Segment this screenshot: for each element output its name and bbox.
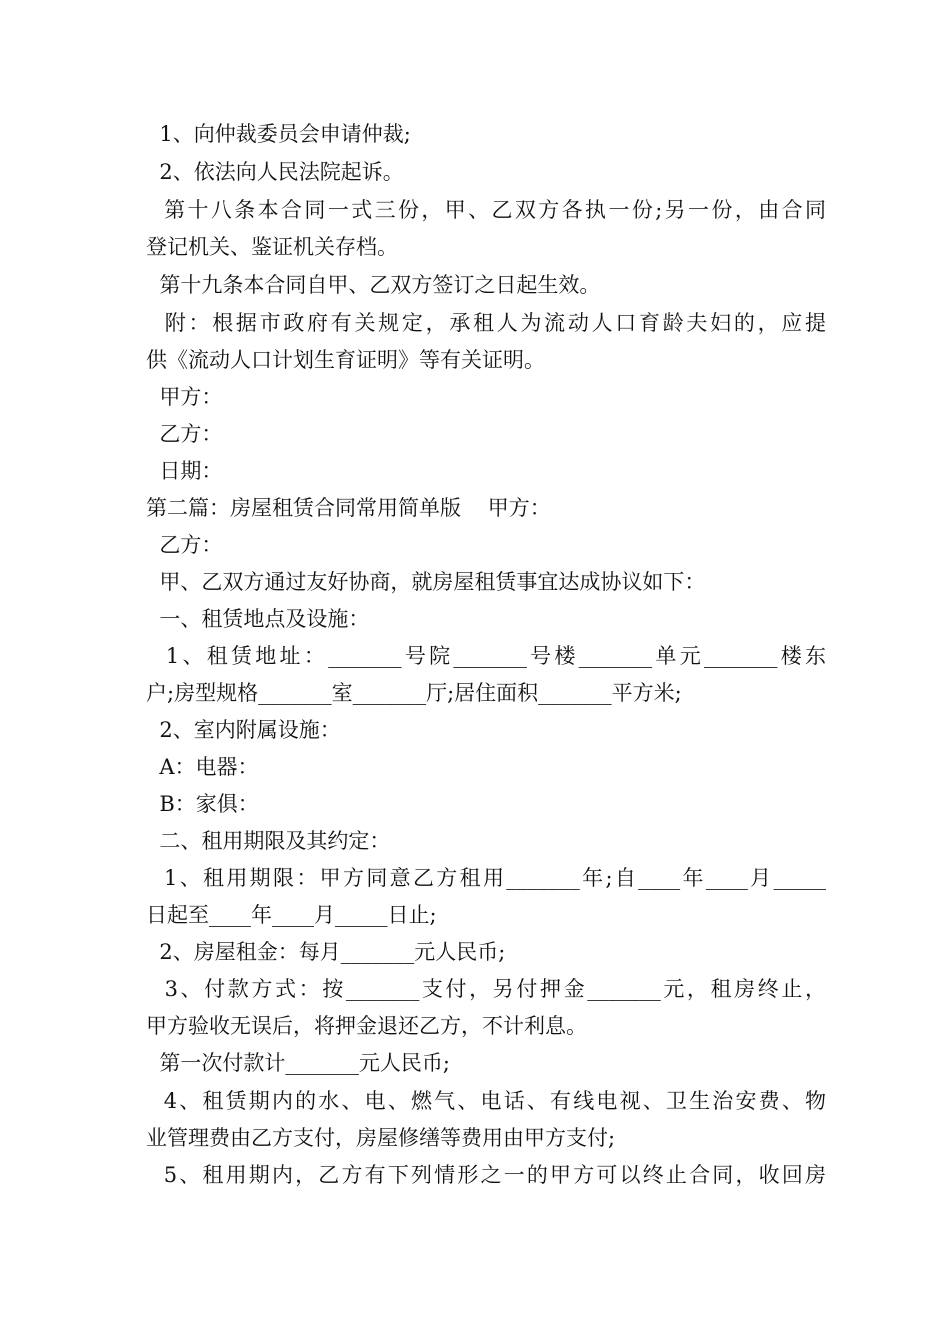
text-line: 甲、乙双方通过友好协商，就房屋租赁事宜达成协议如下：: [146, 570, 706, 594]
section-heading: 第二篇：房屋租赁合同常用简单版 甲方：: [146, 496, 551, 520]
text-line: 1、租用期限：甲方同意乙方租用_______年;自____年____月_____: [146, 866, 826, 890]
text-line: 业管理费由乙方支付，房屋修缮等费用由甲方支付;: [146, 1126, 616, 1150]
text-line: 2、依法向人民法院起诉。: [146, 160, 404, 184]
text-line: 3、付款方式：按_______支付，另付押金_______元，租房终止，: [146, 977, 826, 1001]
text-line: 4、租赁期内的水、电、燃气、电话、有线电视、卫生治安费、物: [146, 1089, 826, 1113]
text-line: 登记机关、鉴证机关存档。: [146, 235, 398, 259]
text-line: 1、向仲裁委员会申请仲裁;: [146, 122, 411, 146]
text-line: 第十九条本合同自甲、乙双方签订之日起生效。: [146, 273, 601, 297]
text-line: 日期：: [146, 459, 223, 483]
text-line: 供《流动人口计划生育证明》等有关证明。: [146, 348, 545, 372]
text-line: 甲方验收无误后，将押金退还乙方，不计利息。: [146, 1014, 587, 1038]
text-line: 2、房屋租金：每月_______元人民币;: [146, 940, 506, 964]
text-line: 户;房型规格_______室_______厅;居住面积_______平方米;: [146, 681, 682, 705]
text-line: 日起至____年____月_____日止;: [146, 903, 437, 927]
text-line: 附：根据市政府有关规定，承租人为流动人口育龄夫妇的，应提: [146, 311, 826, 335]
text-line: 2、室内附属设施：: [146, 718, 341, 742]
text-line: 5、租用期内，乙方有下列情形之一的甲方可以终止合同，收回房: [146, 1163, 826, 1187]
text-line: 第十八条本合同一式三份，甲、乙双方各执一份;另一份，由合同: [146, 198, 826, 222]
text-line: 第一次付款计_______元人民币;: [146, 1051, 450, 1075]
text-line: B：家俱：: [146, 792, 259, 816]
text-line: 二、租用期限及其约定：: [146, 829, 391, 853]
text-line: 甲方：: [146, 385, 223, 409]
text-line: A：电器：: [146, 755, 259, 779]
text-line: 乙方：: [146, 422, 223, 446]
text-line: 1、租赁地址：_______号院_______号楼_______单元_______楼东: [146, 644, 826, 668]
text-line: 一、租赁地点及设施：: [146, 607, 370, 631]
text-line: 乙方：: [146, 533, 223, 557]
